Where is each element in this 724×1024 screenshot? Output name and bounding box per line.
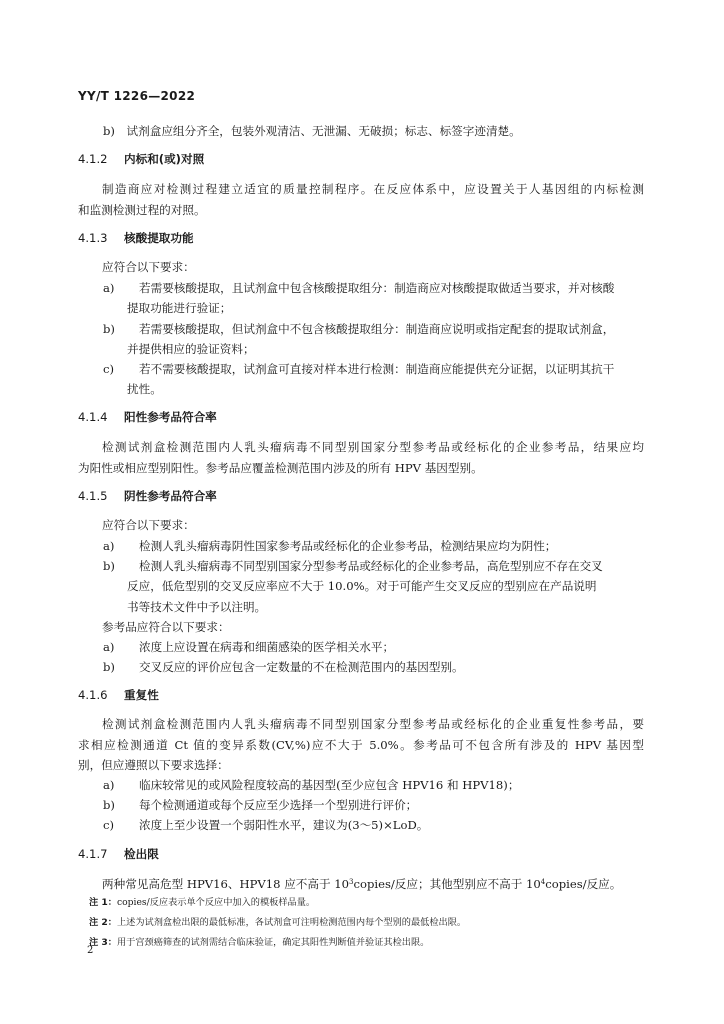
- list-item: [103, 362, 614, 376]
- section-heading: [78, 489, 217, 503]
- section-number: 4.1.5: [78, 489, 108, 503]
- paragraph-line: 和监测检测过程的对照。: [78, 203, 206, 217]
- paragraph-line: 检测试剂盒检测范围内人乳头瘤病毒不同型别国家分型参考品或经标化的企业重复性参考品，要: [102, 717, 644, 731]
- list-item: [103, 640, 394, 654]
- list-item: [103, 559, 603, 573]
- list-marker: b): [103, 798, 115, 812]
- list-text: 若不需要核酸提取，试剂盒可直接对样本进行检测：制造商应能提供充分证据，以证明其抗干: [139, 362, 615, 376]
- section-number: 4.1.6: [78, 688, 108, 702]
- section-number: 4.1.2: [78, 152, 108, 166]
- section-number: 4.1.3: [78, 231, 108, 245]
- paragraph-text: b) 试剂盒应组分齐全，包装外观清洁、无泄漏、无破损；标志、标签字迹清楚。: [103, 124, 521, 138]
- standard-number: YY/T 1226—2022: [78, 89, 196, 103]
- list-marker: c): [103, 818, 115, 832]
- list-item: [103, 660, 464, 674]
- list-item: [103, 798, 417, 812]
- superscript: 4: [540, 878, 546, 886]
- note: [89, 917, 466, 929]
- paragraph-line: 应符合以下要求：: [102, 518, 195, 532]
- list-continuation: 并提供相应的验证资料；: [127, 342, 255, 356]
- list-item: [103, 818, 428, 832]
- paragraph-line: 制造商应对检测过程建立适宜的质量控制程序。在反应体系中，应设置关于人基因组的内标检测: [102, 182, 644, 196]
- list-item: [103, 281, 614, 295]
- list-marker: b): [103, 660, 115, 674]
- list-marker: a): [103, 640, 115, 654]
- list-marker: b): [103, 322, 115, 336]
- note-label: 注 3：: [89, 937, 117, 948]
- note-text: copies/反应表示单个反应中加入的模板样品量。: [116, 897, 316, 908]
- list-text: 每个检测通道或每个反应至少选择一个型别进行评价；: [139, 798, 418, 812]
- list-continuation: 提取功能进行验证；: [127, 301, 232, 315]
- section-heading: [78, 410, 217, 424]
- section-title: 核酸提取功能: [124, 231, 194, 245]
- text-segment: copies/反应；其他型别应不高于 10: [353, 877, 541, 891]
- list-text: 浓度上应设置在病毒和细菌感染的医学相关水平；: [139, 640, 395, 654]
- section-heading: [78, 847, 159, 861]
- section-heading: [78, 688, 159, 702]
- section-heading: [78, 152, 204, 166]
- page-number: 2: [87, 945, 94, 956]
- section-number: 4.1.4: [78, 410, 108, 424]
- note-text: 用于宫颈癌筛查的试剂需结合临床验证，确定其阳性判断值并验证其检出限。: [116, 937, 430, 948]
- note: [89, 897, 315, 909]
- section-title: 重复性: [124, 688, 159, 702]
- list-marker: a): [103, 778, 115, 792]
- note-text: 上述为试剂盒检出限的最低标准，各试剂盒可注明检测范围内每个型别的最低检出限。: [116, 917, 467, 928]
- list-text: 交叉反应的评价应包含一定数量的不在检测范围内的基因型别。: [139, 660, 464, 674]
- paragraph-line: 应符合以下要求：: [102, 260, 195, 274]
- list-item: [103, 539, 556, 553]
- section-title: 内标和(或)对照: [124, 152, 205, 166]
- list-marker: a): [103, 281, 115, 295]
- list-text: 若需要核酸提取，且试剂盒中包含核酸提取组分：制造商应对核酸提取做适当要求，并对核酸: [139, 281, 615, 295]
- text-segment: copies/反应。: [545, 877, 622, 891]
- list-text: 若需要核酸提取，但试剂盒中不包含核酸提取组分：制造商应说明或指定配套的提取试剂盒，: [139, 322, 615, 336]
- list-text: 检测人乳头瘤病毒不同型别国家分型参考品或经标化的企业参考品，高危型别应不存在交叉: [139, 559, 603, 573]
- paragraph-line: 参考品应符合以下要求：: [102, 620, 230, 634]
- list-marker: a): [103, 539, 115, 553]
- section-number: 4.1.7: [78, 847, 108, 861]
- section-heading: [78, 231, 194, 245]
- section-title: 阳性参考品符合率: [124, 410, 217, 424]
- list-item: [103, 124, 521, 138]
- paragraph-line: 检测试剂盒检测范围内人乳头瘤病毒不同型别国家分型参考品或经标化的企业参考品，结果应均: [102, 440, 644, 454]
- paragraph-line: 为阳性或相应型别阳性。参考品应覆盖检测范围内涉及的所有 HPV 基因型别。: [78, 461, 483, 475]
- list-item: [103, 778, 519, 792]
- note-label: 注 2：: [89, 917, 117, 928]
- list-continuation: 扰性。: [127, 382, 162, 396]
- list-continuation: 书等技术文件中予以注明。: [127, 600, 267, 614]
- paragraph-line: 别，但应遵照以下要求选择：: [78, 758, 229, 772]
- list-continuation: 反应，低危型别的交叉反应率应不大于 10.0%。对于可能产生交叉反应的型别应在产品说明: [127, 579, 597, 593]
- superscript: 3: [349, 878, 354, 886]
- paragraph-line: 求相应检测通道 Ct 值的变异系数(CV,%)应不大于 5.0%。参考品可不包含所有涉及的 HPV 基因型: [78, 738, 644, 752]
- list-marker: b): [103, 559, 115, 573]
- list-marker: c): [103, 362, 115, 376]
- list-text: 检测人乳头瘤病毒阴性国家参考品或经标化的企业参考品，检测结果应均为阴性；: [139, 539, 557, 553]
- paragraph-line: [102, 877, 621, 891]
- list-item: [103, 322, 614, 336]
- note-label: 注 1：: [89, 897, 117, 908]
- section-title: 阴性参考品符合率: [124, 489, 217, 503]
- text-segment: 两种常见高危型 HPV16、HPV18 应不高于 10: [102, 877, 350, 891]
- note: [89, 937, 429, 949]
- section-title: 检出限: [124, 847, 159, 861]
- list-text: 临床较常见的或风险程度较高的基因型(至少应包含 HPV16 和 HPV18)；: [139, 778, 520, 792]
- list-text: 浓度上至少设置一个弱阳性水平，建议为(3～5)×LoD。: [139, 818, 429, 832]
